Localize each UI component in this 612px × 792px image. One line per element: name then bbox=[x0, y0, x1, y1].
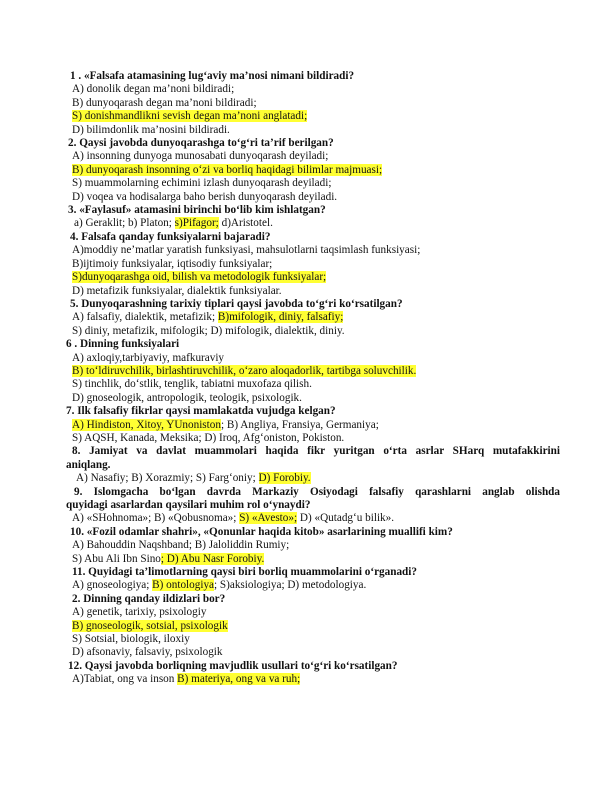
highlighted-answer: S)dunyoqarashga oid, bilish va metodologik funksiyalar; bbox=[72, 271, 327, 284]
line-text: aniqlang. bbox=[66, 458, 111, 471]
line-text: 12. Qaysi javobda borliqning mavjudlik usullari to‘g‘ri ko‘rsatilgan? bbox=[68, 659, 398, 672]
answer-line bbox=[66, 83, 560, 96]
question-line bbox=[66, 298, 560, 311]
line-text: 2. Dinning qanday ildizlari bor? bbox=[72, 592, 226, 605]
question-line bbox=[66, 445, 560, 458]
document-body bbox=[66, 70, 560, 687]
answer-line bbox=[66, 285, 560, 298]
answer-line bbox=[66, 164, 560, 177]
line-text: 10. «Fozil odamlar shahri», «Qonunlar haqida kitob» asarlarining muallifi kim? bbox=[70, 525, 453, 538]
line-text: A)Tabiat, ong va inson bbox=[72, 673, 178, 686]
question-line bbox=[66, 338, 560, 351]
answer-line bbox=[66, 392, 560, 405]
line-text: A) gnoseologiya; bbox=[72, 579, 153, 592]
highlighted-answer: B)mifologik, diniy, falsafiy; bbox=[217, 311, 344, 324]
question-line bbox=[66, 405, 560, 418]
question-line bbox=[66, 526, 560, 539]
line-text: ; S)aksiologiya; D) metodologiya. bbox=[214, 579, 367, 592]
question-line bbox=[66, 231, 560, 244]
answer-line bbox=[66, 191, 560, 204]
line-text: 6 . Dinning funksiyalari bbox=[66, 338, 180, 351]
line-text: A) Nasafiy; B) Xorazmiy; S) Farg‘oniy; bbox=[76, 472, 259, 485]
answer-line bbox=[66, 472, 560, 485]
question-line bbox=[66, 486, 560, 499]
answer-line bbox=[66, 124, 560, 137]
line-text: 4. Falsafa qanday funksiyalarni bajaradi? bbox=[70, 230, 271, 243]
answer-line bbox=[66, 579, 560, 592]
line-text: 11. Quyidagi ta’limotlarning qaysi biri borliq muammolarini o‘rganadi? bbox=[72, 566, 417, 579]
question-line bbox=[66, 499, 560, 512]
highlighted-answer: S) «Avesto»; bbox=[239, 512, 298, 525]
question-line bbox=[66, 593, 560, 606]
line-text: 1 . «Falsafa atamasining lug‘aviy ma’nosi nimani bildiradi? bbox=[70, 70, 355, 82]
line-text: A) genetik, tarixiy, psixologiy bbox=[72, 606, 207, 619]
highlighted-answer: s)Pifagor; bbox=[174, 217, 219, 230]
answer-line bbox=[66, 606, 560, 619]
line-text: A) insonning dunyoga munosabati dunyoqarash deyiladi; bbox=[72, 150, 329, 163]
line-text: A) axloqiy,tarbiyaviy, mafkuraviy bbox=[72, 351, 225, 364]
line-text: S) AQSH, Kanada, Meksika; D) Iroq, Afg‘oniston, Pokiston. bbox=[72, 431, 345, 444]
highlighted-answer: A) Hindiston, Xitoy, YUnoniston bbox=[72, 418, 221, 431]
highlighted-answer: B) materiya, ong va va ruh; bbox=[177, 673, 301, 686]
line-text: 3. «Faylasuf» atamasini birinchi bo‘lib kim ishlatgan? bbox=[68, 204, 326, 217]
line-text: d)Aristotel. bbox=[218, 217, 273, 230]
answer-line bbox=[66, 620, 560, 633]
line-text: S) muammolarning echimini izlash dunyoqarash deyiladi; bbox=[72, 177, 332, 190]
answer-line bbox=[66, 673, 560, 686]
answer-line bbox=[66, 244, 560, 257]
highlighted-answer: D) Forobiy. bbox=[258, 472, 311, 485]
question-line bbox=[66, 137, 560, 150]
answer-line bbox=[66, 378, 560, 391]
line-text: A) donolik degan ma’noni bildiradi; bbox=[72, 83, 235, 96]
answer-line bbox=[66, 633, 560, 646]
line-text: 5. Dunyoqarashning tarixiy tiplari qaysi javobda to‘g‘ri ko‘rsatilgan? bbox=[70, 297, 403, 310]
line-text: 8. Jamiyat va davlat muammolari haqida fikr yuritgan o‘rta asrlar SHarq mutafakkirini bbox=[72, 445, 560, 458]
line-text: 7. Ilk falsafiy fikrlar qaysi mamlakatda vujudga kelgan? bbox=[66, 405, 336, 418]
answer-line bbox=[66, 365, 560, 378]
answer-line bbox=[66, 150, 560, 163]
line-text: S) Sotsial, biologik, iloxiy bbox=[72, 633, 190, 646]
answer-line bbox=[66, 646, 560, 659]
line-text: a) Geraklit; b) Platon; bbox=[74, 217, 175, 230]
line-text: A) falsafiy, dialektik, metafizik; bbox=[72, 311, 218, 324]
line-text: ; B) Angliya, Fransiya, Germaniya; bbox=[220, 418, 379, 431]
highlighted-answer: ; D) Abu Nasr Forobiy. bbox=[160, 552, 265, 565]
answer-line bbox=[66, 325, 560, 338]
line-text: A) Bahouddin Naqshband; B) Jaloliddin Rumiy; bbox=[72, 539, 290, 552]
question-line bbox=[66, 70, 560, 83]
line-text: 9. Islomgacha bo‘lgan davrda Markaziy Osiyodagi falsafiy qarashlarni anglab olishda bbox=[74, 485, 560, 498]
answer-line bbox=[66, 539, 560, 552]
answer-line bbox=[66, 419, 560, 432]
highlighted-answer: B) to‘ldiruvchilik, birlashtiruvchilik, o‘zaro aloqadorlik, tartibga soluvchilik. bbox=[72, 364, 417, 377]
answer-line bbox=[66, 177, 560, 190]
question-line bbox=[66, 459, 560, 472]
line-text: D) metafizik funksiyalar, dialektik funksiyalar. bbox=[72, 284, 282, 297]
answer-line bbox=[66, 311, 560, 324]
line-text: A)moddiy ne’matlar yaratish funksiyasi, mahsulotlarni taqsimlash funksiyasi; bbox=[72, 244, 421, 257]
answer-line bbox=[66, 512, 560, 525]
highlighted-answer: B) dunyoqarash insonning o‘zi va borliq haqidagi bilimlar majmuasi; bbox=[72, 163, 383, 176]
answer-line bbox=[66, 258, 560, 271]
answer-line bbox=[66, 110, 560, 123]
line-text: D) bilimdonlik ma’nosini bildiradi. bbox=[72, 123, 230, 136]
line-text: A) «SHohnoma»; B) «Qobusnoma»; bbox=[72, 512, 240, 525]
answer-line bbox=[66, 97, 560, 110]
answer-line bbox=[66, 271, 560, 284]
line-text: D) voqea va hodisalarga baho berish dunyoqarash deyiladi. bbox=[72, 190, 338, 203]
answer-line bbox=[66, 352, 560, 365]
line-text: D) gnoseologik, antropologik, teologik, psixologik. bbox=[72, 391, 302, 404]
question-line bbox=[66, 204, 560, 217]
line-text: quyidagi asarlardan qaysilari muhim rol o‘ynaydi? bbox=[66, 499, 311, 511]
answer-line bbox=[66, 432, 560, 445]
answer-line bbox=[66, 553, 560, 566]
highlighted-answer: B) ontologiya bbox=[152, 579, 215, 592]
line-text: S) Abu Ali Ibn Sino bbox=[72, 552, 161, 565]
question-line bbox=[66, 566, 560, 579]
line-text: S) tinchlik, do‘stlik, tenglik, tabiatni muxofaza qilish. bbox=[72, 378, 312, 391]
line-text: S) diniy, metafizik, mifologik; D) mifologik, dialektik, diniy. bbox=[72, 324, 345, 337]
highlighted-answer: S) donishmandlikni sevish degan ma’noni anglatadi; bbox=[72, 110, 308, 123]
answer-line bbox=[66, 217, 560, 230]
line-text: 2. Qaysi javobda dunyoqarashga to‘g‘ri ta’rif berilgan? bbox=[68, 137, 334, 150]
line-text: D) «Qutadg‘u bilik». bbox=[297, 512, 395, 525]
line-text: B) dunyoqarash degan ma’noni bildiradi; bbox=[72, 96, 257, 109]
line-text: D) afsonaviy, falsaviy, psixologik bbox=[72, 646, 223, 659]
highlighted-answer: B) gnoseologik, sotsial, psixologik bbox=[72, 619, 228, 632]
line-text: B)ijtimoiy funksiyalar, iqtisodiy funksiyalar; bbox=[72, 257, 273, 270]
question-line bbox=[66, 660, 560, 673]
